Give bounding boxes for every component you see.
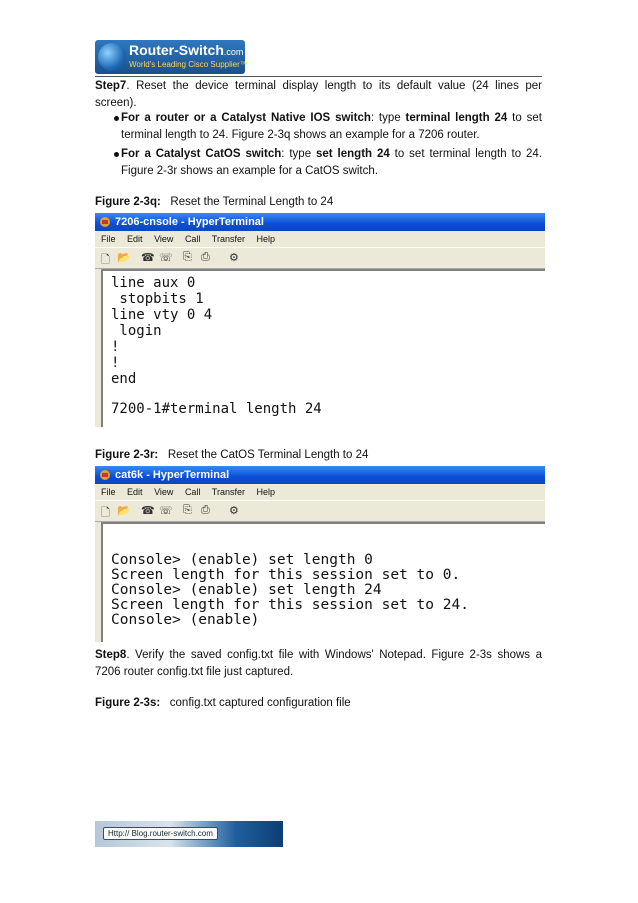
menu-call[interactable]: Call <box>184 234 201 244</box>
menu-help[interactable]: Help <box>256 234 276 244</box>
terminal-line: line vty 0 4 <box>111 307 213 323</box>
menu-file[interactable]: File <box>101 234 116 244</box>
connect-icon[interactable]: ☎ <box>141 252 155 264</box>
header-divider <box>95 76 542 77</box>
terminal-line: 7200-1#terminal length 24 <box>111 401 322 417</box>
menu-view[interactable]: View <box>154 487 174 497</box>
terminal-line: ! <box>111 355 120 371</box>
terminal-screen[interactable] <box>101 269 545 427</box>
terminal-line: stopbits 1 <box>111 291 204 307</box>
terminal-line: Console> (enable) <box>111 612 260 628</box>
hyperterminal-window-7206 <box>95 213 545 427</box>
receive-icon[interactable]: ⎙ <box>201 504 210 516</box>
step7-paragraph: Step7. Reset the device terminal display length to its default value (24 lines per screen). <box>95 80 542 109</box>
step7-bullet-2: For a Catalyst CatOS switch: type set length 24 to set terminal length to 24. Figure 2-3r shows an example for a CatOS switch. <box>121 148 542 177</box>
terminal-line: line aux 0 <box>111 275 196 291</box>
properties-icon[interactable]: ⚙ <box>229 505 239 517</box>
new-icon[interactable]: 🗋 <box>101 254 110 266</box>
menu-file[interactable]: File <box>101 487 116 497</box>
disconnect-icon[interactable]: ☏ <box>159 252 173 264</box>
menu-transfer[interactable]: Transfer <box>211 487 245 497</box>
terminal-line: Console> (enable) set length 24 <box>111 582 382 598</box>
figure-2-3s-caption: Figure 2-3s: config.txt captured configuration file <box>95 697 351 709</box>
terminal-line: login <box>111 323 162 339</box>
hyperterminal-window-cat6k <box>95 466 545 642</box>
menu-view[interactable]: View <box>154 234 174 244</box>
toolbar <box>95 247 545 269</box>
send-icon[interactable]: ⎘ <box>183 251 192 263</box>
send-icon[interactable]: ⎘ <box>183 504 192 516</box>
menu-bar <box>95 231 545 247</box>
terminal-line: end <box>111 371 137 387</box>
disconnect-icon[interactable]: ☏ <box>159 505 173 517</box>
bullet-dot <box>114 116 119 121</box>
menu-edit[interactable]: Edit <box>127 234 143 244</box>
logo-tagline: World's Leading Cisco Supplier™ <box>129 60 248 69</box>
globe-icon <box>98 43 126 71</box>
figure-2-3r-caption: Figure 2-3r: Reset the CatOS Terminal Length to 24 <box>95 449 369 461</box>
window-titlebar: cat6k - HyperTerminal <box>95 466 545 484</box>
router-switch-logo <box>95 40 248 74</box>
new-icon[interactable]: 🗋 <box>101 507 110 519</box>
figure-2-3q-caption: Figure 2-3q: Reset the Terminal Length to 24 <box>95 196 334 208</box>
connect-icon[interactable]: ☎ <box>141 505 155 517</box>
open-icon[interactable]: 📂 <box>117 505 131 517</box>
receive-icon[interactable]: ⎙ <box>201 251 210 263</box>
step8-paragraph: Step8. Verify the saved config.txt file with Windows' Notepad. Figure 2-3s shows a 7206 router config.txt file just captured. <box>95 649 542 678</box>
terminal-screen[interactable] <box>101 522 545 642</box>
menu-transfer[interactable]: Transfer <box>211 234 245 244</box>
terminal-line: Screen length for this session set to 0. <box>111 567 461 583</box>
terminal-line: ! <box>111 339 120 355</box>
menu-edit[interactable]: Edit <box>127 487 143 497</box>
hyperterminal-app-icon <box>99 216 111 228</box>
terminal-line: Console> (enable) set length 0 <box>111 552 373 568</box>
toolbar <box>95 500 545 522</box>
hyperterminal-app-icon <box>99 469 111 481</box>
blog-url: Http:// Blog.router-switch.com <box>103 827 218 840</box>
menu-bar <box>95 484 545 500</box>
bullet-dot <box>114 152 119 157</box>
menu-help[interactable]: Help <box>256 487 276 497</box>
terminal-line: Screen length for this session set to 24. <box>111 597 469 613</box>
logo-name: Router-Switch.com <box>129 42 244 58</box>
properties-icon[interactable]: ⚙ <box>229 252 239 264</box>
step7-bullet-1: For a router or a Catalyst Native IOS switch: type terminal length 24 to set terminal length to 24. Figure 2-3q shows an example for a 7206 router. <box>121 112 542 141</box>
window-titlebar: 7206-cnsole - HyperTerminal <box>95 213 545 231</box>
open-icon[interactable]: 📂 <box>117 252 131 264</box>
blog-footer-banner <box>95 821 283 847</box>
menu-call[interactable]: Call <box>184 487 201 497</box>
